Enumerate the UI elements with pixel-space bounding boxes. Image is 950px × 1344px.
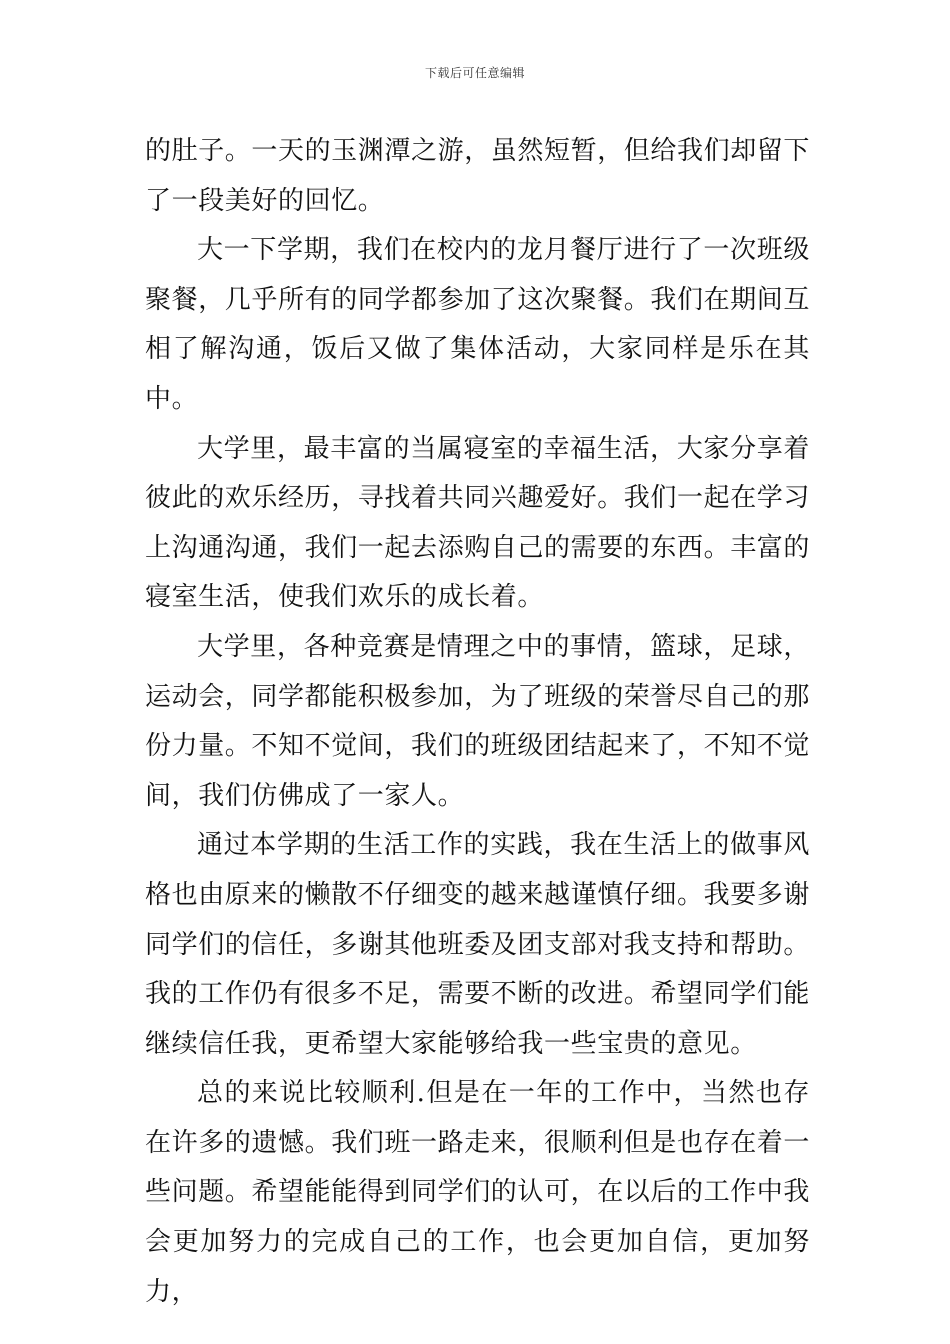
paragraph: 大学里，各种竞赛是情理之中的事情，篮球，足球，运动会，同学都能积极参加，为了班级的荣誉尽自己的那份力量。不知不觉间，我们的班级团结起来了，不知不觉间，我们仿佛成了一家人。 bbox=[145, 631, 811, 811]
paragraph-continuation: 的肚子。一天的玉渊潭之游，虽然短暂，但给我们却留下了一段美好的回忆。 bbox=[145, 136, 811, 216]
document-body bbox=[145, 127, 810, 1317]
paragraph: 总的来说比较顺利.但是在一年的工作中，当然也存在许多的遗憾。我们班一路走来，很顺利但是也存在着一些问题。希望能能得到同学们的认可，在以后的工作中我会更加努力的完成自己的工作，也会更加自信，更加努力， bbox=[145, 1078, 811, 1307]
paragraph: 通过本学期的生活工作的实践，我在生活上的做事风格也由原来的懒散不仔细变的越来越谨慎仔细。我要多谢同学们的信任，多谢其他班委及团支部对我支持和帮助。我的工作仍有很多不足，需要不断的改进。希望同学们能继续信任我，更希望大家能够给我一些宝贵的意见。 bbox=[145, 830, 811, 1059]
page-header: 下载后可任意编辑 bbox=[424, 66, 525, 80]
paragraph: 大一下学期，我们在校内的龙月餐厅进行了一次班级聚餐，几乎所有的同学都参加了这次聚餐。我们在期间互相了解沟通，饭后又做了集体活动，大家同样是乐在其中。 bbox=[145, 235, 811, 414]
paragraph: 大学里，最丰富的当属寝室的幸福生活，大家分享着彼此的欢乐经历，寻找着共同兴趣爱好。我们一起在学习上沟通沟通，我们一起去添购自己的需要的东西。丰富的寝室生活，使我们欢乐的成长着。 bbox=[145, 433, 811, 613]
